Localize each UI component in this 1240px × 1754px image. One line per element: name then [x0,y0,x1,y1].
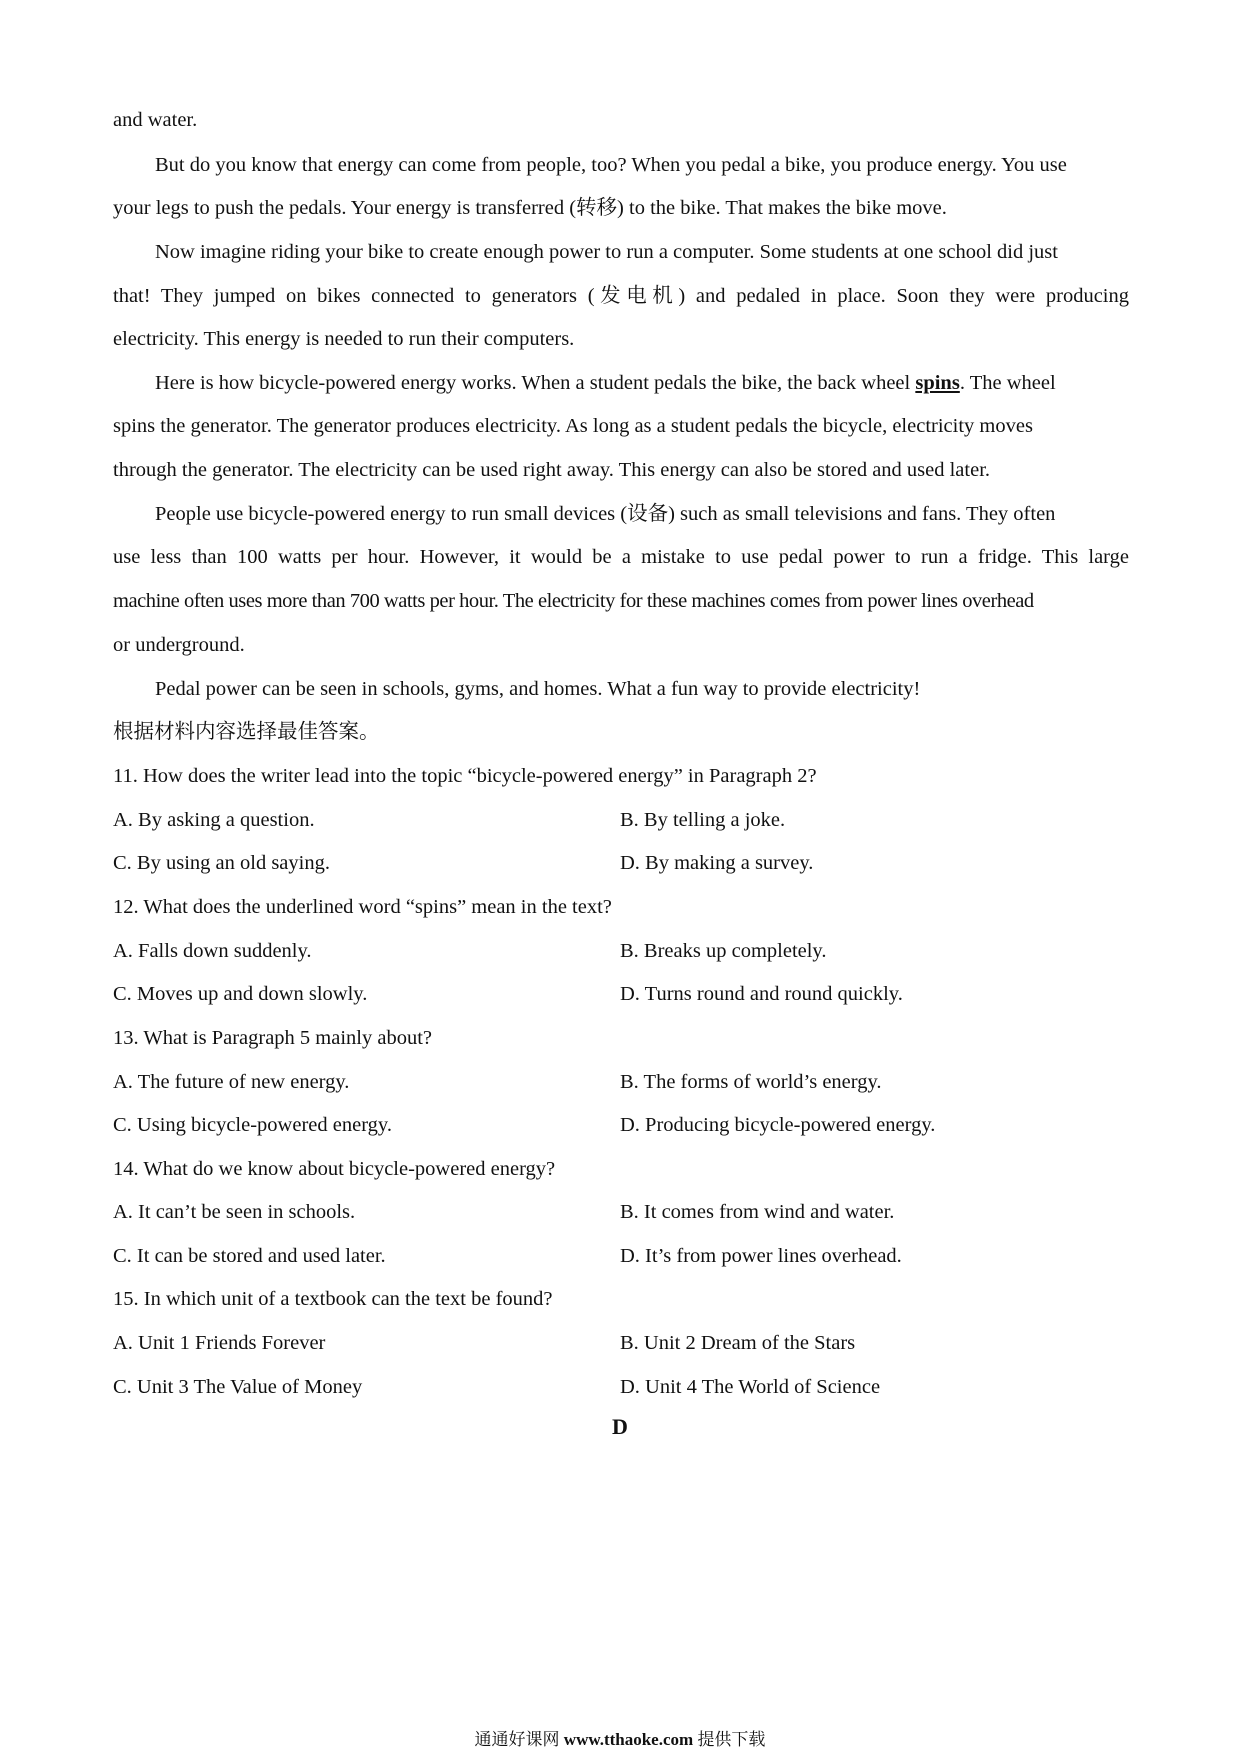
question-13-option-d: D. Producing bicycle-powered energy. [620,1114,936,1136]
paragraph-5-line-3: machine often uses more than 700 watts per hour. The electricity for these machines comes from power lines overhead [113,590,1034,612]
question-13-stem: 13. What is Paragraph 5 mainly about? [113,1027,433,1049]
question-14-option-d: D. It’s from power lines overhead. [620,1245,902,1267]
question-14-option-c: C. It can be stored and used later. [113,1245,386,1267]
question-14-option-b: B. It comes from wind and water. [620,1201,895,1223]
paragraph-4-line-2: spins the generator. The generator produces electricity. As long as a student pedals the bicycle, electricity moves [113,415,1033,437]
question-14-stem: 14. What do we know about bicycle-powered energy? [113,1158,556,1180]
question-15-option-b: B. Unit 2 Dream of the Stars [620,1332,856,1354]
question-15-stem: 15. In which unit of a textbook can the text be found? [113,1288,553,1310]
paragraph-3-line-2: that! They jumped on bikes connected to generators (发电机) and pedaled in place. Soon they were producing [113,285,1129,307]
question-12-option-c: C. Moves up and down slowly. [113,983,368,1005]
question-11-stem: 11. How does the writer lead into the topic “bicycle-powered energy” in Paragraph 2? [113,765,817,787]
question-11-option-b: B. By telling a joke. [620,809,786,831]
paragraph-6: Pedal power can be seen in schools, gyms, and homes. What a fun way to provide electricity! [155,678,921,700]
question-13-option-c: C. Using bicycle-powered energy. [113,1114,392,1136]
paragraph-3-line-1: Now imagine riding your bike to create enough power to run a computer. Some students at one school did just [155,241,1058,263]
paragraph-4-text-before: Here is how bicycle-powered energy works. When a student pedals the bike, the back wheel [155,372,916,394]
question-11-option-a: A. By asking a question. [113,809,315,831]
paragraph-5-line-2: use less than 100 watts per hour. However, it would be a mistake to use pedal power to run a fridge. This large [113,546,1129,568]
paragraph-4-line-3: through the generator. The electricity can be used right away. This energy can also be stored and used later. [113,459,991,481]
question-15-option-c: C. Unit 3 The Value of Money [113,1376,363,1398]
instruction: 根据材料内容选择最佳答案。 [113,721,380,743]
question-12-stem: 12. What does the underlined word “spins” mean in the text? [113,896,612,918]
paragraph-5-line-1: People use bicycle-powered energy to run small devices (设备) such as small televisions and fans. They often [155,503,1056,525]
question-12-option-b: B. Breaks up completely. [620,940,827,962]
question-14-option-a: A. It can’t be seen in schools. [113,1201,356,1223]
footer-suffix: 提供下载 [697,1730,766,1749]
footer-site-name: 通通好课网 [474,1730,560,1749]
paragraph-2-line-2: your legs to push the pedals. Your energy is transferred (转移) to the bike. That makes the bike move. [113,197,947,219]
question-12-option-d: D. Turns round and round quickly. [620,983,903,1005]
paragraph-4-line-1 [155,369,1056,397]
question-15-option-a: A. Unit 1 Friends Forever [113,1332,326,1354]
paragraph-5-line-4: or underground. [113,634,245,656]
question-15-option-d: D. Unit 4 The World of Science [620,1376,881,1398]
paragraph-4-text-after: . The wheel [959,372,1056,394]
paragraph-2-line-1: But do you know that energy can come from people, too? When you pedal a bike, you produce energy. You use [155,154,1067,176]
question-11-option-d: D. By making a survey. [620,852,814,874]
paragraph-3-line-3: electricity. This energy is needed to run their computers. [113,328,575,350]
passage-line: and water. [113,109,198,131]
footer-url[interactable]: www.tthaoke.com [563,1730,694,1749]
question-13-option-a: A. The future of new energy. [113,1071,350,1093]
page-footer [0,1728,1240,1752]
question-12-option-a: A. Falls down suddenly. [113,940,312,962]
question-11-option-c: C. By using an old saying. [113,852,330,874]
underlined-word-spins: spins [915,372,960,394]
question-13-option-b: B. The forms of world’s energy. [620,1071,882,1093]
section-heading-d: D [612,1414,628,1439]
